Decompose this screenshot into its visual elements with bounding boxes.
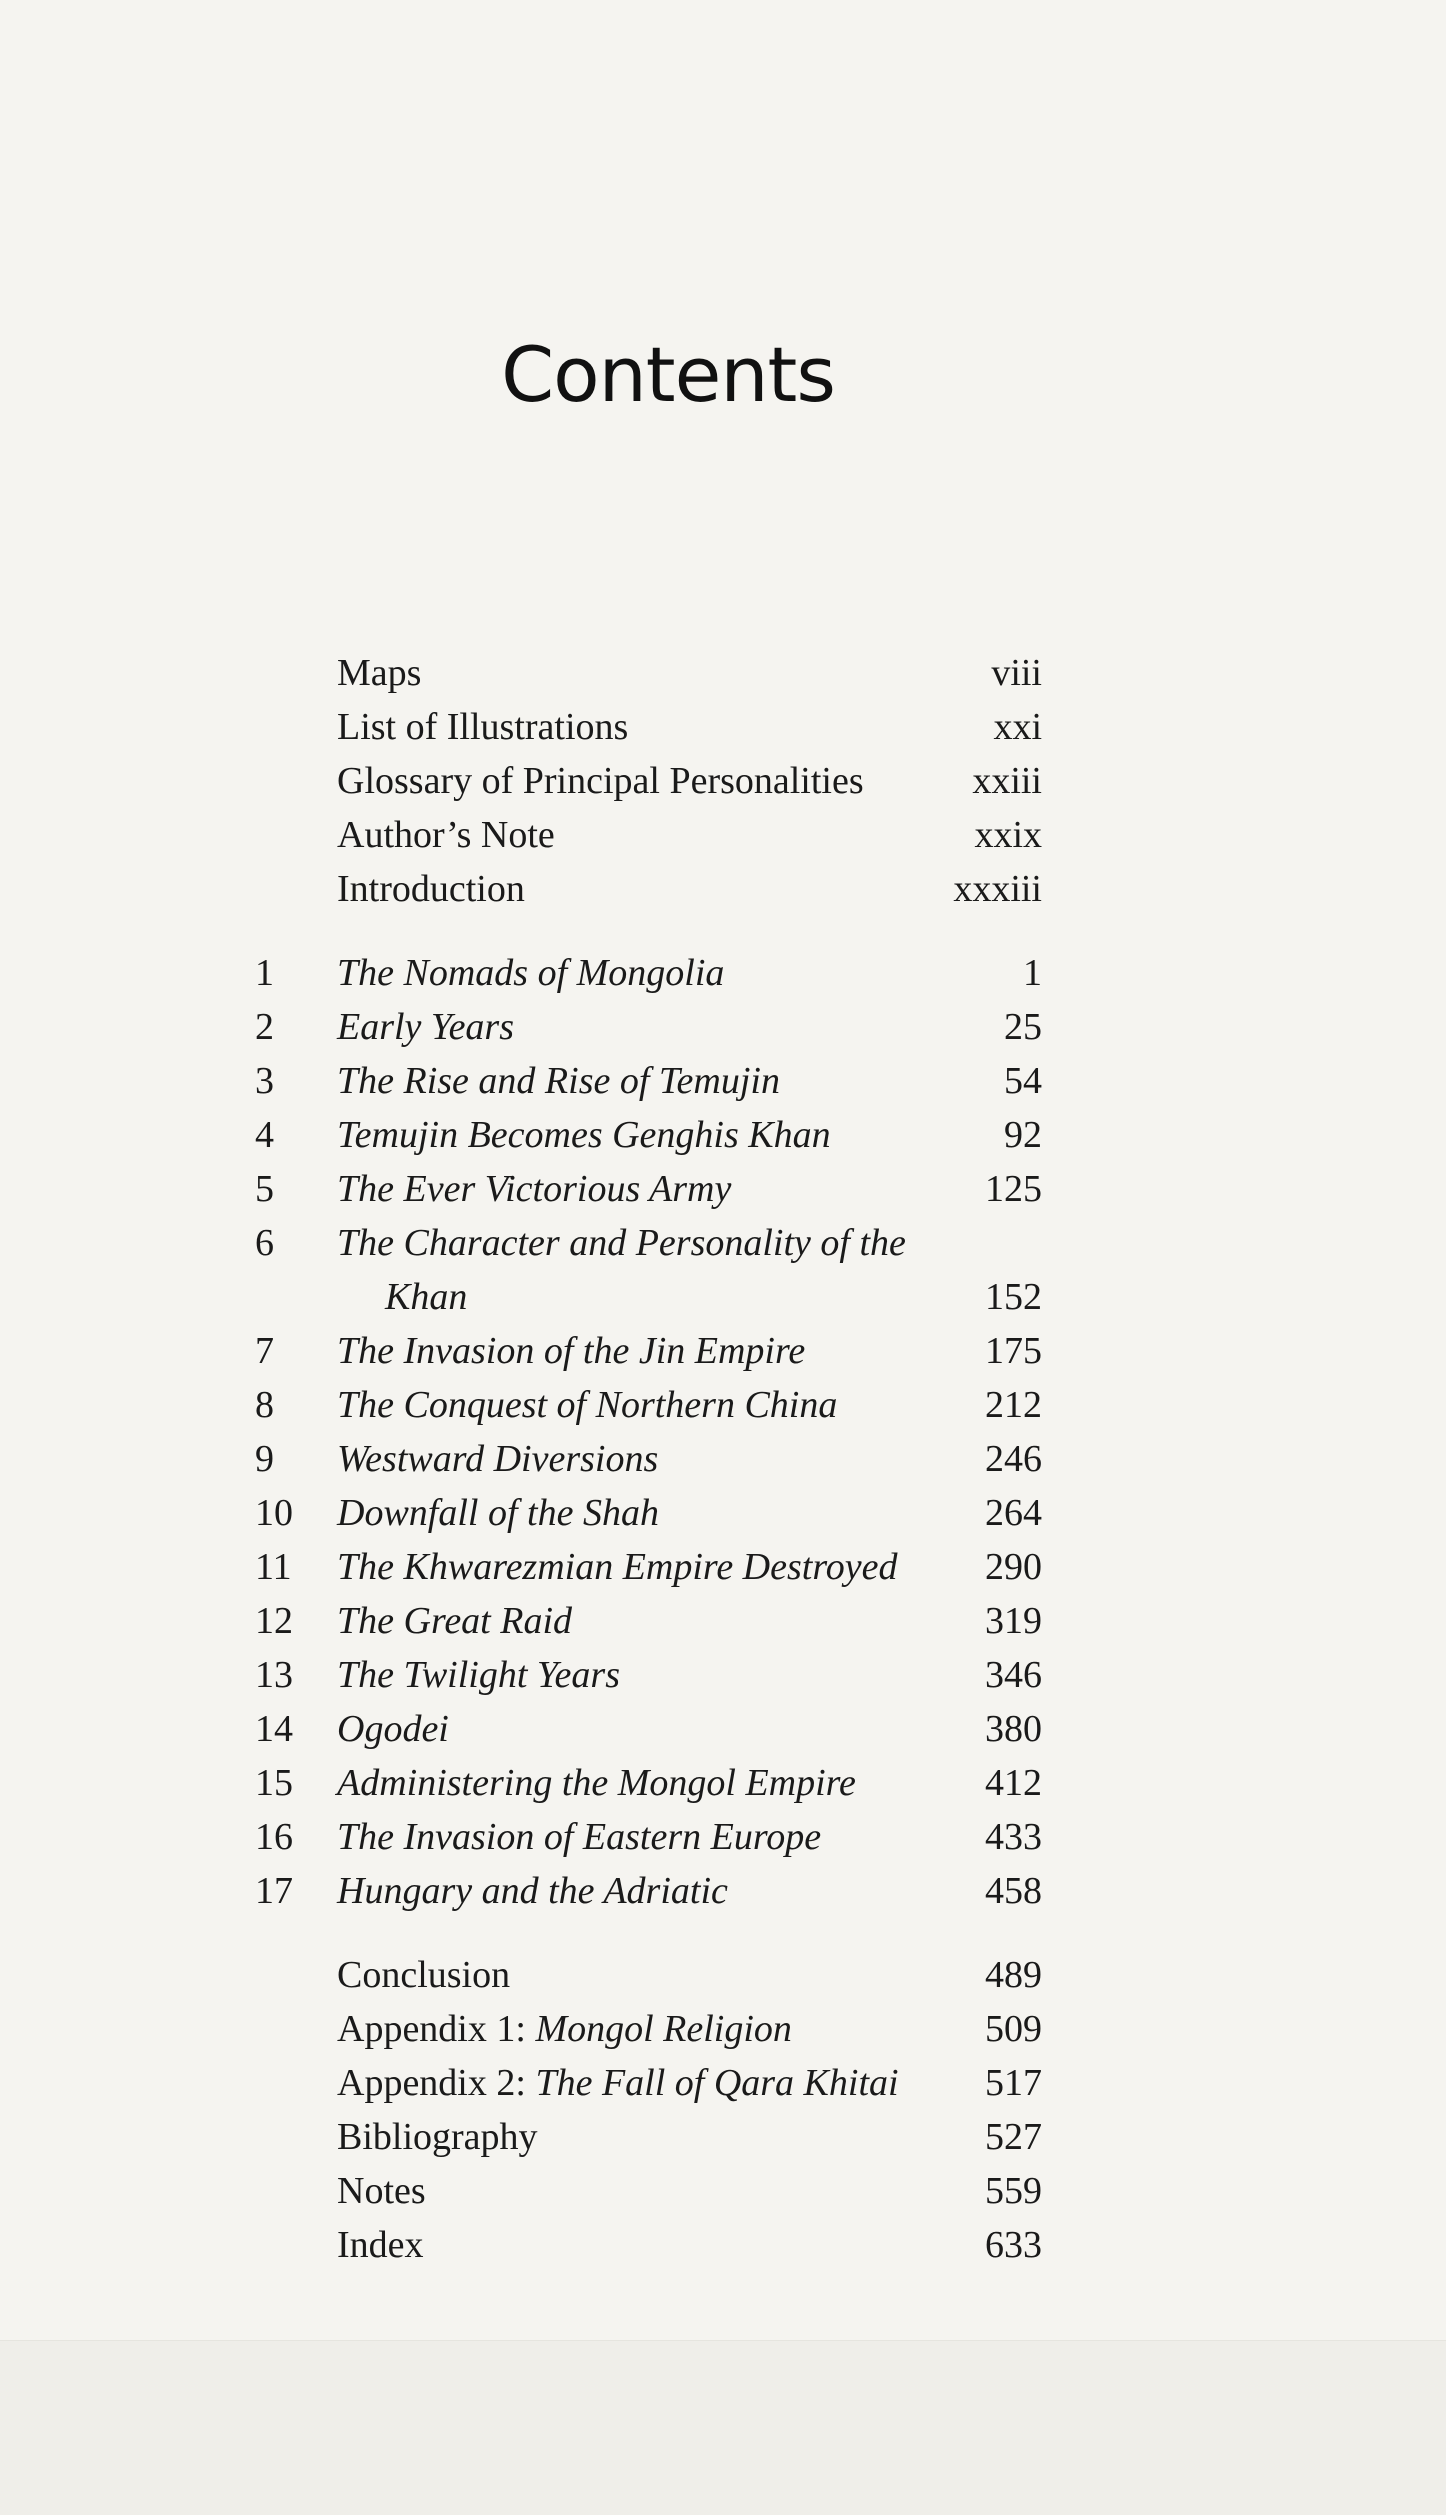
chapter-number: 6 xyxy=(255,1222,274,1264)
entry-label: Author’s Note xyxy=(337,814,555,856)
chapter-title: Hungary and the Adriatic xyxy=(337,1870,728,1912)
entry-page: 175 xyxy=(985,1330,1042,1372)
entry-label: Bibliography xyxy=(337,2116,538,2158)
toc-entry-front xyxy=(0,700,1446,754)
toc-entry-chapter xyxy=(0,1432,1446,1486)
chapter-title: The Conquest of Northern China xyxy=(337,1384,838,1426)
chapter-title: The Khwarezmian Empire Destroyed xyxy=(337,1546,898,1588)
entry-page: 527 xyxy=(985,2116,1042,2158)
toc-entry-back xyxy=(0,1948,1446,2002)
entry-page: 54 xyxy=(1004,1060,1042,1102)
chapter-title: The Invasion of the Jin Empire xyxy=(337,1330,806,1372)
entry-page: xxxiii xyxy=(953,868,1042,910)
toc-entry-back xyxy=(0,2002,1446,2056)
entry-page: xxiii xyxy=(972,760,1042,802)
entry-label-italic: Mongol Religion xyxy=(535,2008,792,2050)
chapter-title: The Rise and Rise of Temujin xyxy=(337,1060,780,1102)
entry-page: 517 xyxy=(985,2062,1042,2104)
entry-label-italic: The Fall of Qara Khitai xyxy=(535,2062,899,2104)
entry-label: Maps xyxy=(337,652,422,694)
entry-label-wrapper xyxy=(337,2002,792,2056)
chapter-number: 3 xyxy=(255,1060,274,1102)
chapter-title: Administering the Mongol Empire xyxy=(337,1762,856,1804)
chapter-number: 17 xyxy=(255,1870,293,1912)
chapter-title: Ogodei xyxy=(337,1708,449,1750)
toc-entry-back xyxy=(0,2164,1446,2218)
entry-label: Appendix 1: xyxy=(337,2008,536,2050)
entry-page: 509 xyxy=(985,2008,1042,2050)
chapter-title: The Character and Personality of the xyxy=(337,1222,906,1264)
entry-page: xxix xyxy=(974,814,1042,856)
chapter-number: 9 xyxy=(255,1438,274,1480)
entry-page: 25 xyxy=(1004,1006,1042,1048)
chapter-title: Early Years xyxy=(337,1006,515,1048)
toc-entry-chapter xyxy=(0,1216,1446,1270)
entry-page: 412 xyxy=(985,1762,1042,1804)
entry-page: 264 xyxy=(985,1492,1042,1534)
entry-label: List of Illustrations xyxy=(337,706,629,748)
entry-label: Glossary of Principal Personalities xyxy=(337,760,864,802)
chapter-number: 15 xyxy=(255,1762,293,1804)
chapter-title-continuation: Khan xyxy=(385,1276,468,1318)
entry-label: Conclusion xyxy=(337,1954,511,1996)
chapter-title: The Nomads of Mongolia xyxy=(337,952,725,994)
entry-page: 633 xyxy=(985,2224,1042,2266)
chapter-title: Downfall of the Shah xyxy=(337,1492,659,1534)
chapter-title: The Ever Victorious Army xyxy=(337,1168,732,1210)
toc-entry-chapter xyxy=(0,1108,1446,1162)
entry-page: 125 xyxy=(985,1168,1042,1210)
entry-page: 212 xyxy=(985,1384,1042,1426)
toc-entry-chapter xyxy=(0,1486,1446,1540)
toc-entry-chapter xyxy=(0,946,1446,1000)
toc-entry-back xyxy=(0,2056,1446,2110)
toc-entry-chapter xyxy=(0,1324,1446,1378)
entry-page: 380 xyxy=(985,1708,1042,1750)
chapter-title: Westward Diversions xyxy=(337,1438,659,1480)
chapter-title: The Great Raid xyxy=(337,1600,573,1642)
toc-entry-front xyxy=(0,646,1446,700)
chapter-number: 5 xyxy=(255,1168,274,1210)
toc-entry-front xyxy=(0,808,1446,862)
chapter-number: 10 xyxy=(255,1492,293,1534)
toc-entry-chapter xyxy=(0,1810,1446,1864)
entry-label-wrapper xyxy=(337,2056,899,2110)
entry-page: 290 xyxy=(985,1546,1042,1588)
entry-label: Notes xyxy=(337,2170,426,2212)
chapter-title: The Invasion of Eastern Europe xyxy=(337,1816,822,1858)
toc-entry-chapter xyxy=(0,1702,1446,1756)
toc-entry-front xyxy=(0,862,1446,916)
entry-page: 92 xyxy=(1004,1114,1042,1156)
page-title: Contents xyxy=(501,330,835,419)
entry-label: Appendix 2: xyxy=(337,2062,536,2104)
toc-entry-chapter xyxy=(0,1162,1446,1216)
entry-page: 246 xyxy=(985,1438,1042,1480)
chapter-number: 11 xyxy=(255,1546,292,1588)
entry-page: 1 xyxy=(1023,952,1042,994)
chapter-title: The Twilight Years xyxy=(337,1654,620,1696)
entry-page: 458 xyxy=(985,1870,1042,1912)
toc-entry-front xyxy=(0,754,1446,808)
entry-page: 152 xyxy=(985,1276,1042,1318)
toc-entry-back xyxy=(0,2218,1446,2272)
entry-page: viii xyxy=(991,652,1042,694)
toc-entry-chapter xyxy=(0,1594,1446,1648)
chapter-number: 1 xyxy=(255,952,274,994)
entry-label: Index xyxy=(337,2224,424,2266)
toc-entry-chapter xyxy=(0,1648,1446,1702)
entry-page: 559 xyxy=(985,2170,1042,2212)
toc-entry-chapter-continuation xyxy=(0,1270,1446,1324)
page-bottom-margin xyxy=(0,2340,1446,2515)
chapter-number: 13 xyxy=(255,1654,293,1696)
chapter-title: Temujin Becomes Genghis Khan xyxy=(337,1114,831,1156)
chapter-number: 16 xyxy=(255,1816,293,1858)
chapter-number: 4 xyxy=(255,1114,274,1156)
chapter-number: 8 xyxy=(255,1384,274,1426)
entry-page: 319 xyxy=(985,1600,1042,1642)
toc-entry-chapter xyxy=(0,1756,1446,1810)
toc-entry-chapter xyxy=(0,1378,1446,1432)
chapter-number: 14 xyxy=(255,1708,293,1750)
entry-label: Introduction xyxy=(337,868,525,910)
chapter-number: 12 xyxy=(255,1600,293,1642)
entry-page: xxi xyxy=(993,706,1042,748)
entry-page: 489 xyxy=(985,1954,1042,1996)
toc-entry-back xyxy=(0,2110,1446,2164)
toc-entry-chapter xyxy=(0,1000,1446,1054)
toc-entry-chapter xyxy=(0,1540,1446,1594)
chapter-number: 2 xyxy=(255,1006,274,1048)
chapter-number: 7 xyxy=(255,1330,274,1372)
entry-page: 433 xyxy=(985,1816,1042,1858)
entry-page: 346 xyxy=(985,1654,1042,1696)
toc-entry-chapter xyxy=(0,1054,1446,1108)
toc-entry-chapter xyxy=(0,1864,1446,1918)
